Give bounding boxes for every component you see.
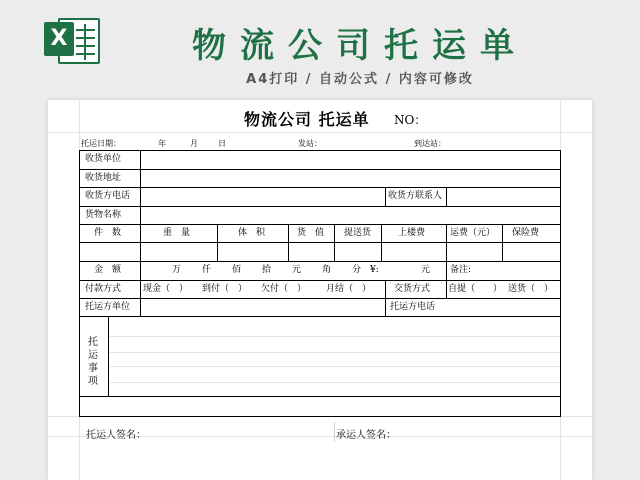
col-pickup: 提送货 (344, 228, 372, 238)
amount-yen: ¥: (370, 265, 379, 275)
shipper-phone-label: 托运方电话 (390, 302, 436, 312)
consignee-address-label: 收货地址 (85, 173, 122, 183)
payment-cash: 现金（ ） (143, 284, 189, 294)
amount-jiao: 角 (322, 265, 332, 275)
departure-label: 发站： (298, 139, 322, 148)
col-freight: 运费（元） (450, 228, 496, 238)
form-sheet (48, 100, 592, 480)
shipper-signature-label: 托运人签名： (86, 430, 146, 441)
form-title: 物流公司 托运单 (244, 110, 370, 129)
payment-method-label: 付款方式 (85, 284, 122, 294)
col-volume: 体 积 (238, 228, 266, 238)
amount-wan: 万 (172, 265, 182, 275)
consignee-unit-label: 收货单位 (85, 154, 122, 164)
ship-date-label: 托运日期： (81, 139, 121, 148)
delivery-method-label: 交货方式 (394, 284, 431, 294)
goods-name-label: 货物名称 (85, 210, 122, 220)
month-label: 月 (190, 139, 198, 148)
delivery-self-pickup: 自提（ ） (448, 284, 503, 294)
amount-yuan: 元 (292, 265, 302, 275)
delivery-deliver: 送货（ ） (508, 284, 554, 294)
col-pieces: 件 数 (94, 228, 122, 238)
payment-monthly: 月结（ ） (326, 284, 372, 294)
amount-shi: 拾 (262, 265, 272, 275)
excel-icon (44, 16, 100, 66)
amount-bai: 佰 (232, 265, 242, 275)
consignee-phone-label: 收货方电话 (85, 191, 131, 201)
excel-icon-letter: X (44, 22, 74, 56)
amount-qian: 仟 (202, 265, 212, 275)
notes-label: 托 运 事 项 (88, 337, 98, 387)
col-weight: 重 量 (163, 228, 191, 238)
year-label: 年 (158, 139, 166, 148)
payment-cod: 到付（ ） (202, 284, 248, 294)
form-number-label: NO： (394, 113, 427, 127)
header (0, 0, 640, 100)
amount-yuan-total: 元 (421, 265, 431, 275)
page-subtitle: A4打印 / 自动公式 / 内容可修改 (246, 72, 474, 87)
amount-fen: 分 (352, 265, 362, 275)
day-label: 日 (218, 139, 226, 148)
remark-label: 备注: (450, 265, 472, 275)
carrier-signature-label: 承运人签名： (336, 430, 396, 441)
page-title: 物流公司托运单 (192, 26, 528, 66)
col-value: 货 值 (297, 228, 325, 238)
arrival-label: 到达站： (414, 139, 446, 148)
consignee-contact-label: 收货方联系人 (388, 191, 443, 201)
col-insurance: 保险费 (512, 228, 540, 238)
col-upstairs-fee: 上楼费 (398, 228, 426, 238)
amount-label: 金 额 (94, 265, 122, 275)
shipper-unit-label: 托运方单位 (85, 302, 131, 312)
payment-owe: 欠付（ ） (261, 284, 307, 294)
